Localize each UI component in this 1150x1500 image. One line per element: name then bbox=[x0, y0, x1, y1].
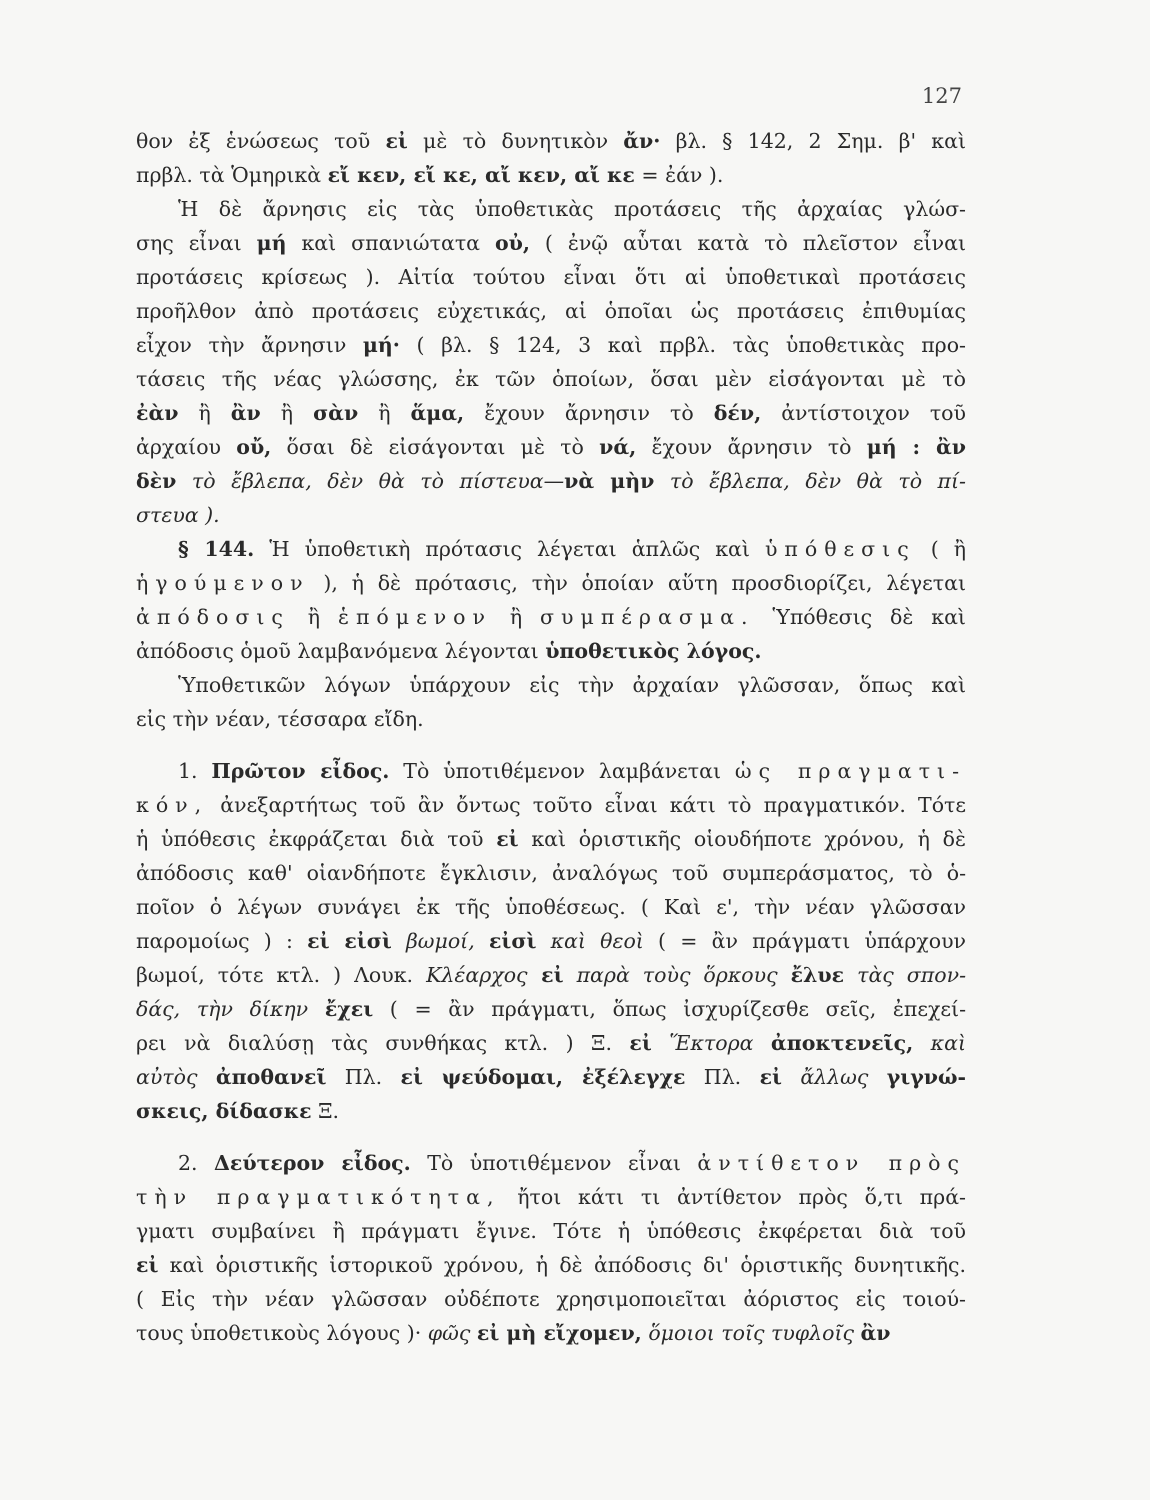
spaced-term: κόν, bbox=[136, 793, 209, 817]
italic-example: τὰς σπον- bbox=[844, 963, 966, 987]
bold-term: νὰ μὴν bbox=[564, 469, 655, 493]
italic-example: καὶ θεοὶ bbox=[536, 929, 644, 953]
text-run: = ἐάν ). bbox=[634, 163, 724, 187]
bold-term: εἰ bbox=[136, 1253, 159, 1277]
bold-term: σὰν bbox=[313, 401, 359, 425]
text-run: ἀπόδοσις καθ' οἱανδήποτε ἔγκλισιν, ἀναλόγως τοῦ συμπεράσματος, τὸ ὁ- bbox=[136, 861, 966, 885]
text-line bbox=[136, 226, 966, 260]
italic-example: τὸ ἔβλεπα, δὲν θὰ τὸ πίστευα— bbox=[176, 469, 565, 493]
text-run: Πλ. bbox=[326, 1065, 401, 1089]
paragraph-p1 bbox=[136, 124, 966, 192]
text-run: ( Εἰς τὴν νέαν γλῶσσαν οὐδέποτε χρησιμοποιεῖται ἀόριστος εἰς τοιού- bbox=[136, 1287, 966, 1311]
text-run: Ἡ ὑποθετικὴ πρότασις λέγεται ἁπλῶς καὶ bbox=[254, 537, 765, 561]
text-run: προτάσεις κρίσεως ). Αἰτία τούτου εἶναι ὅτι αἱ ὑποθετικαὶ προτάσεις bbox=[136, 265, 966, 289]
bold-term: οὔ, bbox=[236, 435, 272, 459]
bold-term: εἴ κεν, εἴ κε, αἴ κεν, αἴ κε bbox=[327, 163, 635, 187]
text-run: Τὸ ὑποτιθέμενον εἶναι bbox=[410, 1151, 698, 1175]
bold-term: εἰ εἰσὶ bbox=[307, 929, 392, 953]
text-run: ), ἡ δὲ πρότασις, τὴν ὁποίαν αὕτη προσδιορίζει, λέγεται bbox=[309, 571, 966, 595]
bold-term: ἂν bbox=[230, 401, 261, 425]
text-line bbox=[136, 924, 966, 958]
text-run: ἡ ὑπόθεσις ἐκφράζεται διὰ τοῦ bbox=[136, 827, 497, 851]
spaced-term: ἀπόδοσις bbox=[136, 605, 290, 629]
italic-example: ὅμοιοι τοῖς τυφλοῖς bbox=[641, 1321, 861, 1345]
text-run: ( ἢ bbox=[915, 537, 966, 561]
bold-term: εἰσὶ bbox=[488, 929, 537, 953]
bold-term: εἰ bbox=[527, 963, 564, 987]
italic-example: ἄλλως bbox=[781, 1065, 887, 1089]
text-run: 2. bbox=[178, 1151, 214, 1175]
bold-term: § 144. bbox=[178, 537, 255, 561]
bold-term: δέν, bbox=[713, 401, 762, 425]
bold-term: ἔλυε bbox=[790, 963, 845, 987]
bold-term: ἄν· bbox=[623, 129, 661, 153]
text-run: ἤτοι κάτι τι ἀντίθετον πρὸς ὅ,τι πρά- bbox=[500, 1185, 966, 1209]
text-run: ἀνεξαρτήτως τοῦ ἂν ὄντως τοῦτο εἶναι κάτι τὸ πραγματικόν. Τότε bbox=[208, 793, 966, 817]
spaced-term: ἡγούμενον bbox=[136, 571, 310, 595]
text-run: ἔχουν ἄρνησιν τὸ bbox=[464, 401, 714, 425]
text-line bbox=[136, 294, 966, 328]
text-run: ρει νὰ διαλύσῃ τὰς συνθήκας κτλ. ) Ξ. bbox=[136, 1031, 630, 1055]
spaced-term: ἀντίθετον πρὸς bbox=[697, 1151, 966, 1175]
text-line bbox=[136, 600, 966, 634]
text-line bbox=[136, 464, 966, 498]
text-run: εἰς τὴν νέαν, τέσσαρα εἴδη. bbox=[136, 707, 424, 731]
paragraph-p3 bbox=[136, 532, 966, 668]
italic-example: στευα ). bbox=[136, 503, 220, 527]
spaced-term: συμπέρασμα. bbox=[540, 605, 755, 629]
text-run: Ἡ δὲ ἄρνησις εἰς τὰς ὑποθετικὰς προτάσεις τῆς ἀρχαίας γλώσ- bbox=[178, 197, 966, 221]
spaced-term: τὴν πραγματικότητα, bbox=[136, 1185, 501, 1209]
italic-example: δάς, τὴν δίκην bbox=[136, 997, 325, 1021]
text-line bbox=[136, 158, 966, 192]
bold-term: ἐὰν bbox=[136, 401, 179, 425]
text-line bbox=[136, 702, 966, 736]
text-run: 1. bbox=[178, 759, 212, 783]
bold-term: νά, bbox=[599, 435, 637, 459]
text-line bbox=[136, 498, 966, 532]
text-run: τάσεις τῆς νέας γλώσσης, ἐκ τῶν ὁποίων, ὅσαι μὲν εἰσάγονται μὲ τὸ bbox=[136, 367, 966, 391]
text-run: ( = ἂν πράγματι, ὅπως ἰσχυρίζεσθε σεῖς, ἐπεχεί- bbox=[373, 997, 966, 1021]
bold-term: Πρῶτον εἶδος. bbox=[211, 759, 390, 783]
text-run: ( = ἂν πράγματι ὑπάρχουν bbox=[643, 929, 966, 953]
bold-term: Δεύτερον εἶδος. bbox=[214, 1151, 411, 1175]
text-run: καὶ σπανιώτατα bbox=[286, 231, 495, 255]
text-line bbox=[136, 1282, 966, 1316]
text-line bbox=[136, 124, 966, 158]
bold-term: εἰ bbox=[759, 1065, 782, 1089]
page-number: 127 bbox=[921, 84, 962, 108]
text-run: Ὑπόθεσις δὲ καὶ bbox=[754, 605, 966, 629]
bold-term: μή : ἂν bbox=[866, 435, 966, 459]
bold-term: εἰ bbox=[496, 827, 519, 851]
text-run: παρομοίως ) : bbox=[136, 929, 308, 953]
text-run: ( βλ. § 124, 3 καὶ πρβλ. τὰς ὑποθετικὰς προ- bbox=[399, 333, 966, 357]
italic-example: Ἕκτορα bbox=[651, 1031, 771, 1055]
italic-example: παρὰ τοὺς ὅρκους bbox=[563, 963, 791, 987]
bold-term: εἰ bbox=[629, 1031, 652, 1055]
text-run: ( ἐνῷ αὗται κατὰ τὸ πλεῖστον εἶναι bbox=[529, 231, 966, 255]
text-run: ἀπόδοσις ὁμοῦ λαμβανόμενα λέγονται bbox=[136, 639, 546, 663]
bold-term: γιγνώ- bbox=[886, 1065, 966, 1089]
text-run: μὲ τὸ δυνητικὸν bbox=[407, 129, 624, 153]
text-line bbox=[136, 856, 966, 890]
text-run: βλ. § 142, 2 Σημ. β' καὶ bbox=[660, 129, 966, 153]
italic-example: φῶς bbox=[427, 1321, 477, 1345]
bold-term: εἰ ψεύδομαι, ἐξέλεγχε bbox=[400, 1065, 686, 1089]
text-run: ἢ bbox=[491, 605, 541, 629]
bold-term: ἅμα, bbox=[410, 401, 465, 425]
italic-example: βωμοί, bbox=[391, 929, 489, 953]
text-line bbox=[136, 1180, 966, 1214]
bold-term: ἔχει bbox=[324, 997, 374, 1021]
text-run: σης εἶναι bbox=[136, 231, 257, 255]
text-run: ἢ bbox=[260, 401, 314, 425]
text-line bbox=[136, 192, 966, 226]
text-run: βωμοί, τότε κτλ. ) Λουκ. bbox=[136, 963, 427, 987]
text-line bbox=[136, 668, 966, 702]
text-run: Ξ. bbox=[311, 1099, 340, 1123]
italic-example: τὸ ἔβλεπα, δὲν θὰ τὸ πί- bbox=[654, 469, 966, 493]
spaced-term: ἑπόμενον bbox=[337, 605, 492, 629]
italic-example: καὶ bbox=[913, 1031, 966, 1055]
text-run: ἀρχαίου bbox=[136, 435, 237, 459]
text-run: εἶχον τὴν ἄρνησιν bbox=[136, 333, 363, 357]
bold-term: εἰ bbox=[385, 129, 408, 153]
text-line bbox=[136, 328, 966, 362]
bold-term: εἰ μὴ εἴχομεν, bbox=[476, 1321, 642, 1345]
text-line bbox=[136, 634, 966, 668]
text-line bbox=[136, 430, 966, 464]
text-line bbox=[136, 890, 966, 924]
text-run: ἀντίστοιχον τοῦ bbox=[761, 401, 966, 425]
italic-example: αὐτὸς bbox=[136, 1065, 216, 1089]
text-line bbox=[136, 1026, 966, 1060]
bold-term: δὲν bbox=[136, 469, 177, 493]
text-line bbox=[136, 1316, 966, 1350]
text-run: ὅσαι δὲ εἰσάγονται μὲ τὸ bbox=[271, 435, 600, 459]
body-text bbox=[136, 124, 966, 1350]
text-line bbox=[136, 260, 966, 294]
text-line bbox=[136, 1214, 966, 1248]
bold-term: ὑποθετικὸς λόγος. bbox=[545, 639, 762, 663]
text-line bbox=[136, 754, 966, 788]
text-line bbox=[136, 1248, 966, 1282]
text-run: καὶ ὁριστικῆς οἱουδήποτε χρόνου, ἡ δὲ bbox=[518, 827, 966, 851]
text-line bbox=[136, 1060, 966, 1094]
text-run: προῆλθον ἀπὸ προτάσεις εὐχετικάς, αἱ ὁποῖαι ὡς προτάσεις ἐπιθυμίας bbox=[136, 299, 966, 323]
text-run: καὶ ὁριστικῆς ἱστορικοῦ χρόνου, ἡ δὲ ἀπόδοσις δι' ὁριστικῆς δυνητικῆς. bbox=[158, 1253, 966, 1277]
text-line bbox=[136, 532, 966, 566]
text-run: γματι συμβαίνει ἢ πράγματι ἔγινε. Τότε ἡ ὑπόθεσις ἐκφέρεται διὰ τοῦ bbox=[136, 1219, 966, 1243]
italic-example: Κλέαρχος bbox=[426, 963, 528, 987]
text-line bbox=[136, 1146, 966, 1180]
text-run: Τὸ ὑποτιθέμενον λαμβάνεται bbox=[389, 759, 735, 783]
text-run: Πλ. bbox=[685, 1065, 760, 1089]
spaced-term: ὡς πραγματι- bbox=[734, 759, 966, 783]
text-line bbox=[136, 958, 966, 992]
paragraph-p2 bbox=[136, 192, 966, 532]
text-line bbox=[136, 788, 966, 822]
paragraph-p6 bbox=[136, 1146, 966, 1350]
text-line bbox=[136, 396, 966, 430]
bold-term: μή· bbox=[362, 333, 400, 357]
bold-term: οὐ, bbox=[494, 231, 530, 255]
text-run: ἢ bbox=[358, 401, 411, 425]
text-run: ἔχουν ἄρνησιν τὸ bbox=[636, 435, 867, 459]
paragraph-p4 bbox=[136, 668, 966, 736]
text-run: ποῖον ὁ λέγων συνάγει ἐκ τῆς ὑποθέσεως. ( Καὶ ε', τὴν νέαν γλῶσσαν bbox=[136, 895, 966, 919]
bold-term: ἂν bbox=[860, 1321, 891, 1345]
bold-term: ἀποκτενεῖς, bbox=[770, 1031, 914, 1055]
bold-term: ἀποθανεῖ bbox=[215, 1065, 327, 1089]
text-line bbox=[136, 992, 966, 1026]
text-line bbox=[136, 362, 966, 396]
text-run: τους ὑποθετικοὺς λόγους )· bbox=[136, 1321, 428, 1345]
text-run: θον ἐξ ἑνώσεως τοῦ bbox=[136, 129, 386, 153]
bold-term: σκεις, δίδασκε bbox=[136, 1099, 312, 1123]
bold-term: μή bbox=[256, 231, 287, 255]
text-run: ἢ bbox=[178, 401, 231, 425]
spaced-term: ὑπόθεσις bbox=[764, 537, 916, 561]
text-line bbox=[136, 1094, 966, 1128]
text-line bbox=[136, 566, 966, 600]
text-run: Ὑποθετικῶν λόγων ὑπάρχουν εἰς τὴν ἀρχαίαν γλῶσσαν, ὅπως καὶ bbox=[178, 673, 966, 697]
paragraph-p5 bbox=[136, 754, 966, 1128]
text-run: πρβλ. τὰ Ὁμηρικὰ bbox=[136, 163, 328, 187]
text-line bbox=[136, 822, 966, 856]
text-run: ἢ bbox=[289, 605, 338, 629]
